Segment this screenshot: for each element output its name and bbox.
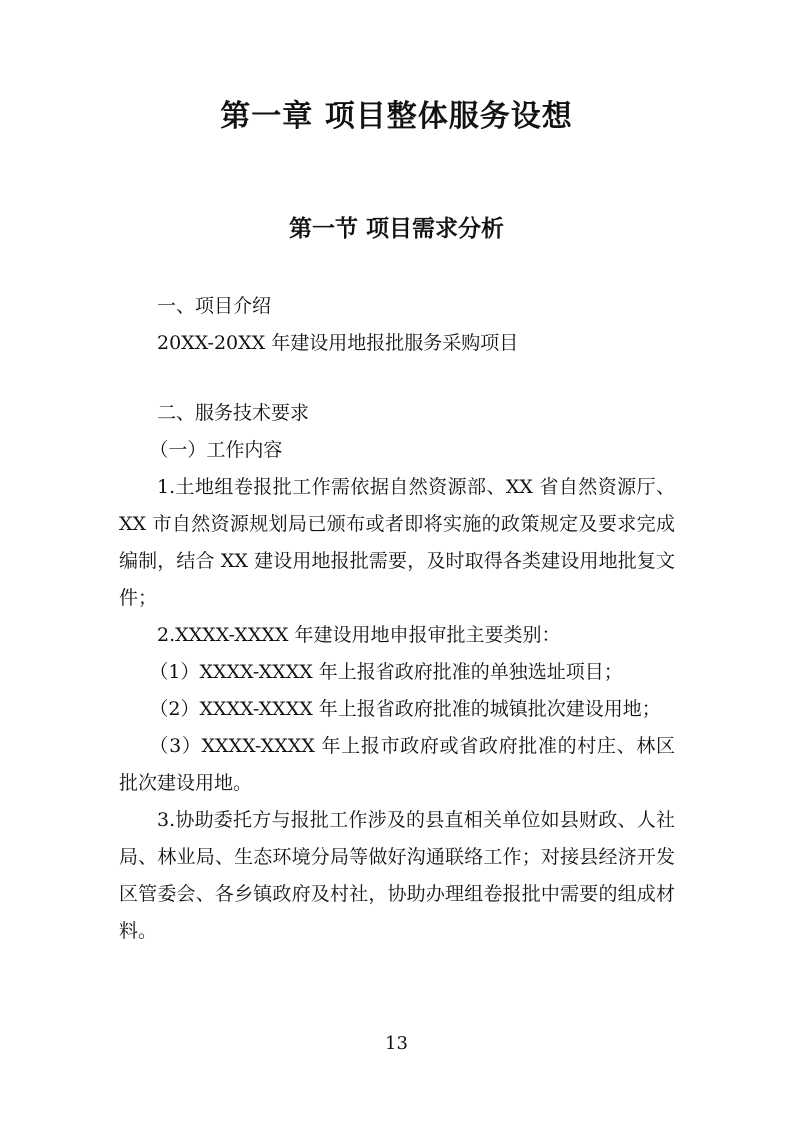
requirement-item-2-2: （2）XXXX-XXXX 年上报省政府批准的城镇批次建设用地；: [149, 698, 661, 720]
requirement-item-2: 2.XXXX-XXXX 年建设用地申报审批主要类别：: [157, 624, 561, 646]
requirements-heading: 二、服务技术要求: [157, 402, 310, 424]
requirement-item-2-1: （1）XXXX-XXXX 年上报省政府批准的单独选址项目；: [149, 661, 623, 683]
project-name: 20XX-20XX 年建设用地报批服务采购项目: [157, 332, 519, 354]
project-intro-block: [119, 288, 675, 362]
requirement-item-2-3: （3）XXXX-XXXX 年上报市政府或省政府批准的村庄、林区批次建设用地。: [119, 735, 675, 794]
work-content-subheading: （一）工作内容: [149, 439, 283, 461]
intro-heading: 一、项目介绍: [157, 295, 272, 317]
requirement-item-3: 3.协助委托方与报批工作涉及的县直相关单位如县财政、人社局、林业局、生态环境分局等做好沟通联络工作；对接县经济开发区管委会、各乡镇政府及村社，协助办理组卷报批中需要的组成材料。: [119, 809, 675, 942]
page-number: 13: [385, 1033, 408, 1054]
service-requirements-block: [119, 395, 675, 950]
chapter-title: 第一章 项目整体服务设想: [220, 99, 573, 134]
requirement-item-1: 1.土地组卷报批工作需依据自然资源部、XX 省自然资源厅、XX 市自然资源规划局已颁布或者即将实施的政策规定及要求完成编制，结合 XX 建设用地报批需要，及时取得各类建设用地批复文件；: [119, 476, 675, 609]
section-title: 第一节 项目需求分析: [288, 216, 504, 242]
